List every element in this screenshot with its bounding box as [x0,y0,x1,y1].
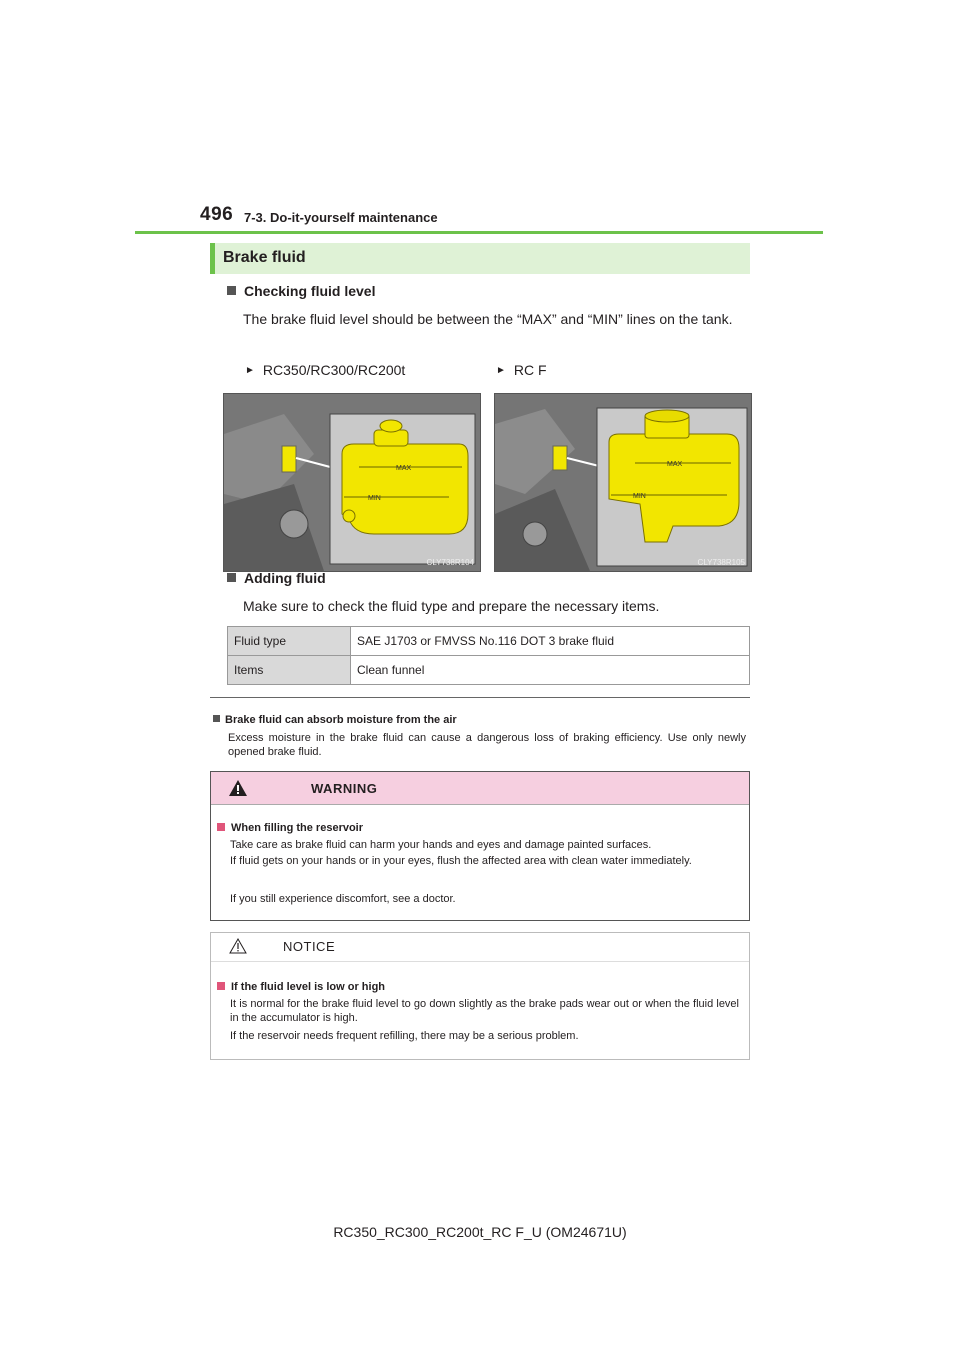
note-divider [210,697,750,698]
notice-heading: If the fluid level is low or high [231,981,386,993]
square-bullet-icon [227,573,236,582]
notice-text-2: If the reservoir needs frequent refilling, there may be a serious problem. [230,1030,579,1042]
arrow-right-icon: ► [245,365,255,376]
reservoir-illustration-left [223,393,481,572]
caution-triangle-icon [229,938,247,954]
variant-left-label: RC350/RC300/RC200t [262,362,406,378]
warning-heading-row [217,818,363,836]
adding-heading: Adding fluid [244,570,326,586]
table-label: Fluid type [228,627,351,656]
square-bullet-icon [217,823,225,831]
title-accent [210,243,215,274]
warning-header [211,772,749,805]
variant-right [496,362,547,378]
note-heading: Brake fluid can absorb moisture from the air [225,714,457,726]
notice-header [211,933,749,962]
footer-model-code: RC350_RC300_RC200t_RC F_U (OM24671U) [333,1224,627,1240]
min-mark-right: MIN [633,493,646,500]
max-mark-left: MAX [396,465,412,472]
spec-table [227,626,750,685]
variant-left [245,362,405,378]
notice-box [210,932,750,1060]
adding-heading-row [227,570,326,588]
warning-heading: When filling the reservoir [231,822,364,834]
checking-text: The brake fluid level should be between the “MAX” and “MIN” lines on the tank. [243,311,733,327]
variant-right-label: RC F [513,362,547,378]
image-code-right: CLY738R105 [697,558,745,567]
header-divider [135,231,823,234]
adding-text: Make sure to check the fluid type and prepare the necessary items. [243,598,660,614]
checking-heading-row [227,283,375,301]
notice-label: NOTICE [283,939,336,954]
warning-triangle-icon [229,780,247,796]
table-value: SAE J1703 or FMVSS No.116 DOT 3 brake fluid [351,627,750,656]
notice-heading-row [217,977,385,995]
table-row [228,627,750,656]
section-title: 7-3. Do-it-yourself maintenance [244,210,438,225]
square-bullet-icon [217,982,225,990]
arrow-right-icon: ► [496,365,506,376]
square-bullet-icon [227,286,236,295]
notice-text-1: It is normal for the brake fluid level to go down slightly as the brake pads wear out or when the fluid level in the accumulator is high. [230,998,739,1024]
warning-text-2: If fluid gets on your hands or in your eyes, flush the affected area with clean water immediately. [230,855,692,867]
warning-label: WARNING [311,781,378,796]
table-value: Clean funnel [351,656,750,685]
min-mark-left: MIN [368,495,381,502]
warning-text-1: Take care as brake fluid can harm your hands and eyes and damage painted surfaces. [230,839,652,851]
table-label: Items [228,656,351,685]
page-number: 496 [200,204,234,225]
warning-text-3: If you still experience discomfort, see a doctor. [230,893,456,905]
checking-heading: Checking fluid level [244,283,376,299]
topic-title-bar [210,243,750,274]
reservoir-illustration-right [494,393,752,572]
warning-box [210,771,750,921]
square-bullet-icon [213,715,220,722]
image-code-left: CLY738R104 [426,558,474,567]
note-text: Excess moisture in the brake fluid can cause a dangerous loss of braking efficiency. Use only newly opened brake fluid. [228,732,746,758]
note-heading-row [213,710,457,728]
max-mark-right: MAX [667,461,683,468]
topic-title: Brake fluid [223,249,306,266]
table-row [228,656,750,685]
